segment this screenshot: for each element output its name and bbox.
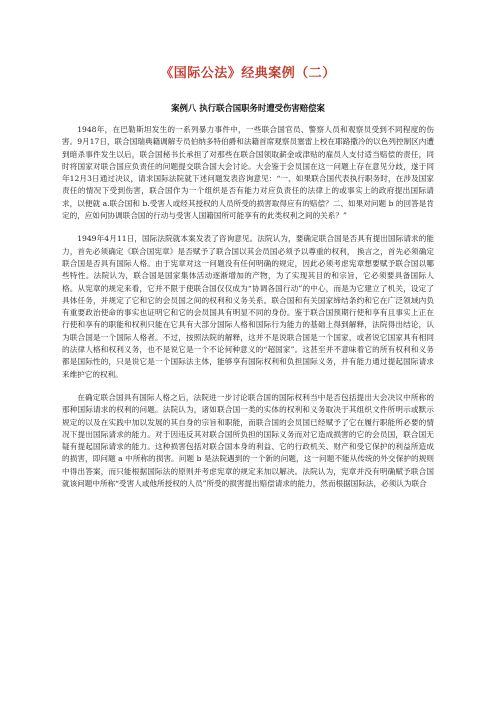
case-heading: 案例八 执行联合国职务时遭受伤害赔偿案 — [171, 103, 325, 113]
document-title: 《国际公法》经典案例（二） — [160, 66, 336, 81]
paragraph-1: 1948年，在巴勒斯坦发生的一系列暴力事件中，一些联合国官员、警察人员和观察员受到不同程度的伤害。9月17日，联合国瑞典籍调解专员伯纳多特伯爵和法籍首席观察员塞雷上校在耶路撒冷的以色列控制区内遭到暗杀事件发生以后，联合国秘书长承担了对那些在联合国领取薪金或津贴的雇员人支付适当赔偿的责任，同时将国家对联合国应负责任的问题提交联合国大会讨论。大会鉴于会员国在这一问题上存在意见分歧，遂于同年12月3日通过决议，请求国际法院就下述问题发表咨询意见：“一、如果联合国代表执行职务时，在涉及国家责任的情况下受到伤害，联合国作为一个组织是否有能力对应负责任的法律上的或事实上的政府提出国际请求，以便就 a.联合国和 b.受害人或经其授权的人员所受的损害取得应有的赔偿？二、如果对问题 b 的回答是肯定的，应如何协调联合国的行动与受害人国籍国所可能享有的此类权利之间的关系？” — [62, 125, 434, 221]
paragraph-2: 1949年4月11日，国际法院就本案发表了咨询意见。法院认为，要确定联合国是否具有提出国际请求的能力，首先必须确定《联合国宪章》是否赋予了联合国以其会员国必须予以尊重的权利， 换言之，首先必须确定联合国是否具有国际人格。由于宪章对这一问题没有任何明确的规定，因此必须考虑宪章想要赋予联合国以哪些特性。法院认为，联合国是国家集体活动逐渐增加的产物，为了实现其目的和宗旨，它必须要具备国际人格。从宪章的规定来看，它并不限于使联合国仅仅成为“协调各国行动”的中心，而是为它建立了机关，设定了具体任务，并规定了它和它的会员国之间的权利和义务关系。联合国和有关国家缔结条约和它在广泛领域内负有重要政治使命的事实也证明它和它的会员国具有明显不同的身份。鉴于联合国预期行使和享有且事实上正在行使和享有的职能和权利只能在它具有大部分国际人格和国际行为能力的基础上得到解释，法院得出结论，认为联合国是一个国际人格者。不过，按照法院的解释，这并不是说联合国是一个国家，或者说它国家具有相同的法律人格和权利义务，也不是说它是一个不论何种意义的“超国家”。这甚至并不意味着它的所有权利和义务都是国际性的，只是说它是一个国际法主体，能够享有国际权利和负担国际义务，并有能力通过提起国际请求来维护它的权利。 — [62, 234, 434, 379]
paragraph-3: 在确定联合国具有国际人格之后，法院进一步讨论联合国的国际权利当中是否包括提出大会决议中所称的那种国际请求的权利的问题。法院认为，诸如联合国一类的实体的权利和义务取决于其组织文件所明示或默示规定的以及在实践中加以发展的其自身的宗旨和职能，而联合国的会员国已经赋予了它在履行职能所必要的情况下提出国际请求的能力。对于因违反其对联合国所负担的国际义务而对它造成损害的它的会员国，联合国无疑有提起国际请求的能力。这种损害包括对联合国本身的利益、它的行政机关、财产和受它保护的利益所造成的损害，即问题 a 中所称的损害。问题 b 是法院遇到的一个新的问题，这一问题不能从传统的外交保护的规则中得出答案，而只能根据国际法的原则并考虑宪章的规定来加以解决。法院认为，宪章并没有明确赋予联合国就该问题中所称“受害人或他所授权的人员”所受的损害提出赔偿请求的能力，然而根据国际法，必须认为联合 — [62, 392, 434, 489]
